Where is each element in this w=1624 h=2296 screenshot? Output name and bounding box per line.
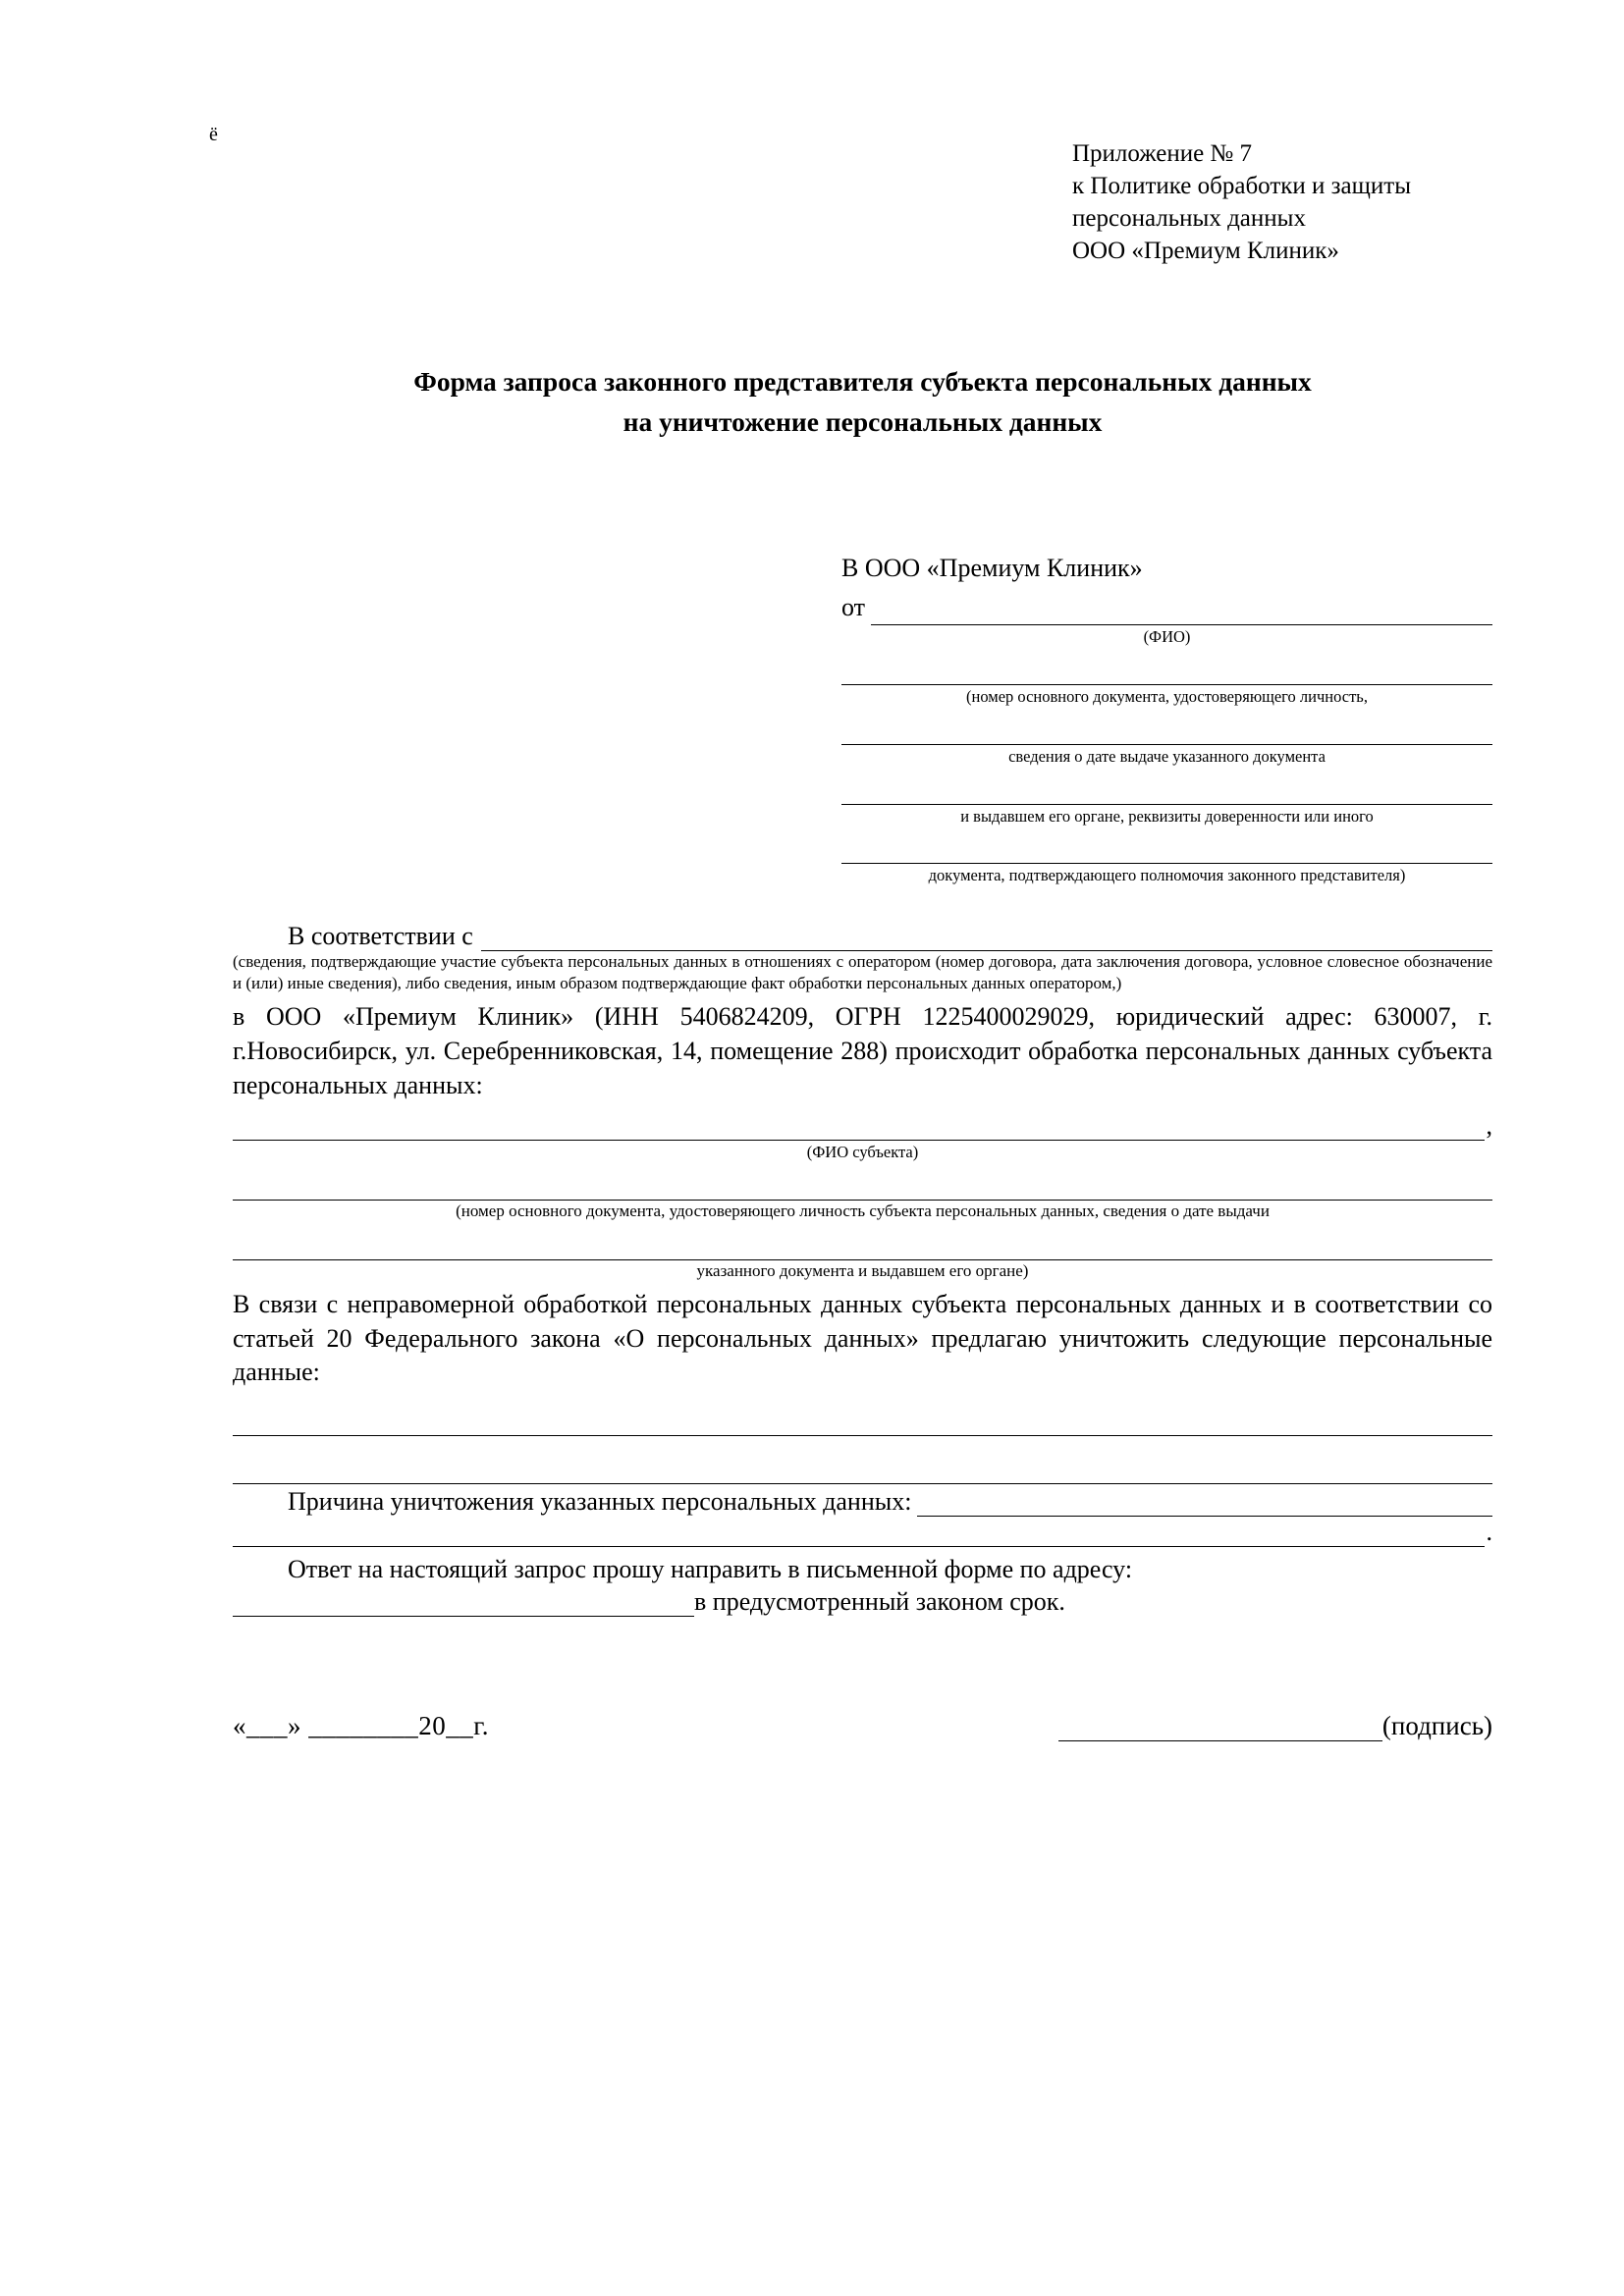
doc-date-input[interactable] (841, 711, 1492, 745)
reason-row-2 (233, 1517, 1492, 1547)
answer-address-row (233, 1586, 1492, 1617)
reason-input-1[interactable] (917, 1484, 1492, 1517)
operator-paragraph: в ООО «Премиум Клиник» (ИНН 5406824209, ОГРН 1225400029029, юридический адрес: 630007, г. г.Новосибирск, ул. Серебренниковская, 14, помещение 288) происходит обработка персональных данных субъекта персональных данных: (233, 1002, 1492, 1099)
request-paragraph: В связи с неправомерной обработкой персональных данных субъекта персональных данных и в соответствии со статьей 20 Федерального закона «О персональных данных» предлагаю уничтожить следующие персональные данные: (233, 1290, 1492, 1387)
signature-field (1058, 1711, 1492, 1741)
caption-doc-issuer: и выдавшем его органе, реквизиты доверенности или иного (960, 806, 1374, 826)
data-to-destroy-input-1[interactable] (233, 1402, 1492, 1436)
caption-subject-doc2: указанного документа и выдавшем его органе) (696, 1261, 1029, 1281)
reason-label: Причина уничтожения указанных персональных данных: (288, 1486, 912, 1516)
caption-fio: (ФИО) (1143, 627, 1191, 647)
caption-doc-date: сведения о дате выдаче указанного документа (1008, 746, 1326, 766)
appendix-org: ООО «Премиум Клиник» (1072, 238, 1339, 264)
caption-subject-fio: (ФИО субъекта) (806, 1143, 919, 1162)
basis-row (233, 919, 1492, 951)
basis-label: В соответствии с (288, 922, 473, 951)
appendix-policy-line2: персональных данных (1072, 205, 1306, 232)
reason-input-2[interactable] (233, 1517, 1485, 1547)
subject-doc-issuer-input[interactable] (233, 1226, 1492, 1260)
from-row (841, 590, 1492, 625)
page-title (233, 361, 1492, 443)
page-title-line2: на уничтожение персональных данных (623, 406, 1103, 438)
reason-period: . (1486, 1517, 1492, 1546)
doc-authority-input[interactable] (841, 829, 1492, 864)
appendix-policy-line1: к Политике обработки и защиты (1072, 173, 1412, 199)
doc-number-input[interactable] (841, 651, 1492, 685)
caption-doc-authority: документа, подтверждающего полномочия законного представителя) (928, 866, 1406, 885)
signature-input[interactable] (1058, 1713, 1382, 1741)
reason-row (233, 1484, 1492, 1517)
doc-issuer-input[interactable] (841, 771, 1492, 805)
appendix-number: Приложение № 7 (1072, 140, 1253, 167)
document-content (233, 137, 1492, 1741)
subject-fio-row (233, 1110, 1492, 1141)
caption-doc-number: (номер основного документа, удостоверяющего личность, (966, 687, 1368, 707)
answer-term-text: в предусмотренный законом срок. (694, 1587, 1065, 1617)
appendix-header (1072, 137, 1492, 267)
from-fio-input[interactable] (871, 597, 1492, 625)
subject-fio-comma: , (1486, 1111, 1492, 1141)
addressee-org: В ООО «Премиум Клиник» (841, 553, 1143, 582)
basis-input[interactable] (481, 919, 1492, 951)
subject-doc-input[interactable] (233, 1166, 1492, 1201)
from-label: от (841, 592, 866, 621)
answer-address-input[interactable] (233, 1586, 694, 1617)
page-title-line1: Форма запроса законного представителя субъекта персональных данных (413, 366, 1312, 397)
data-to-destroy-input-2[interactable] (233, 1450, 1492, 1484)
signature-row (233, 1711, 1492, 1741)
basis-note: (сведения, подтверждающие участие субъекта персональных данных в отношениях с оператором (номер договора, дата заключения договора, условное словесное обозначение и (или) иные сведения), либо сведения, иным образом подтверждающие факт обработки персональных данных оператором,) (233, 952, 1492, 993)
signature-label: (подпись) (1381, 1711, 1492, 1741)
caption-subject-doc1: (номер основного документа, удостоверяющего личность субъекта персональных данных, сведения о дате выдачи (456, 1201, 1270, 1220)
stray-character: ё (209, 124, 218, 145)
date-field[interactable]: «___» ________20__г. (233, 1711, 490, 1741)
addressee-block (841, 551, 1492, 886)
subject-fio-input[interactable] (233, 1110, 1485, 1141)
answer-paragraph: Ответ на настоящий запрос прошу направить в письменной форме по адресу: (288, 1554, 1133, 1583)
